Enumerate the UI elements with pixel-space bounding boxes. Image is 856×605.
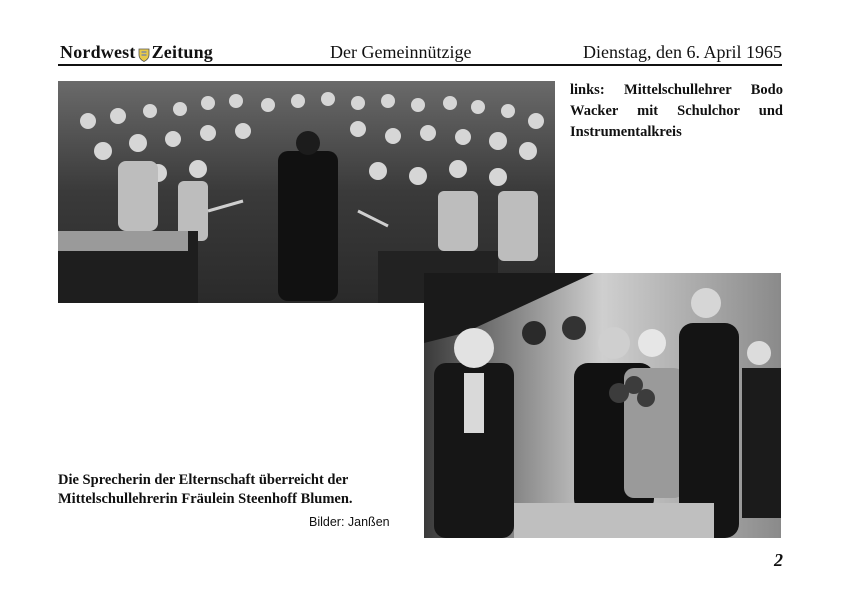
page-number: 2 bbox=[774, 550, 783, 570]
choir-caption: links: Mittelschullehrer Bodo Wacker mit Schulchor und Instrumentalkreis bbox=[570, 82, 783, 140]
coat-of-arms-icon bbox=[138, 46, 150, 60]
section-title: Der Gemeinnützige bbox=[330, 42, 472, 62]
newspaper-header bbox=[58, 38, 782, 66]
masthead-left: Nordwest bbox=[60, 42, 136, 62]
masthead-right: Zeitung bbox=[151, 42, 214, 62]
flowers-caption: Die Sprecherin der Elternschaft überreicht der Mittelschullehrerin Fräulein Steenhoff Blumen. bbox=[58, 472, 353, 507]
issue-date: Dienstag, den 6. April 1965 bbox=[583, 42, 782, 62]
masthead bbox=[60, 42, 213, 63]
flowers-photo bbox=[424, 273, 781, 538]
photo-credit: Bilder: Janßen bbox=[309, 515, 390, 529]
choir-photo bbox=[58, 81, 555, 303]
